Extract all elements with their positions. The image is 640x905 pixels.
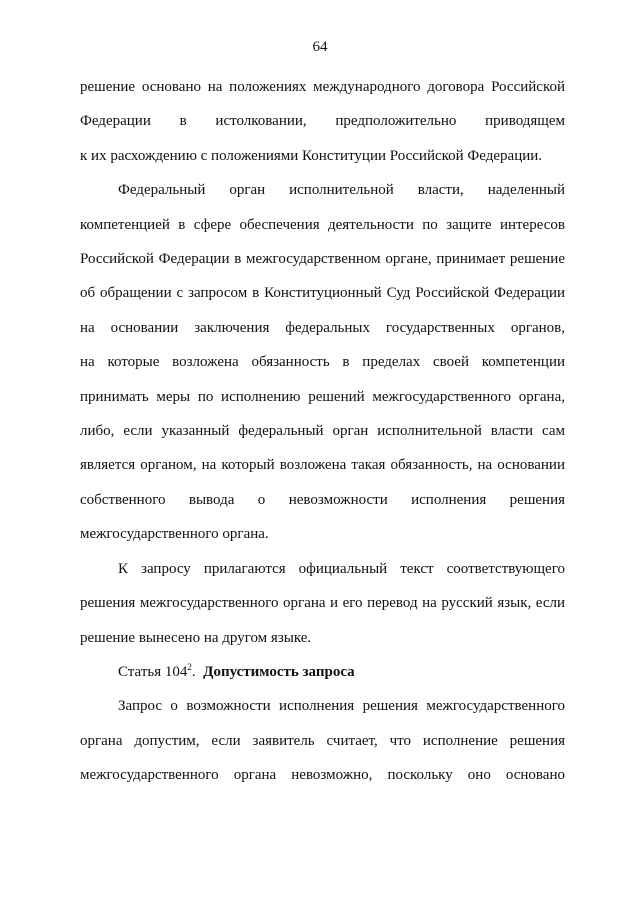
paragraph-federal-body [80,173,565,551]
text-line: об обращении с запросом в Конституционный Суд Российской Федерации [80,285,565,302]
article-title: Допустимость запроса [203,663,355,680]
text-line: органа допустим, если заявитель считает, что исполнение решения [80,732,565,749]
text-line: Российской Федерации в межгосударственном органе, принимает решение [80,251,565,268]
text-line: Федерации в истолковании, предположительно приводящем [80,113,565,130]
text-line: межгосударственного органа. [80,526,269,543]
text-line: к их расхождению с положениями Конституции Российской Федерации. [80,147,543,164]
text-line: собственного вывода о невозможности исполнения решения [80,491,565,508]
article-superscript: 2 [187,661,192,672]
text-line: является органом, на который возложена такая обязанность, на основании [80,457,565,474]
text-line: принимать меры по исполнению решений межгосударственного органа, [80,388,565,405]
text-line: решения межгосударственного органа и его перевод на русский язык, если [80,595,565,612]
text-line: решение вынесено на другом языке. [80,629,312,646]
text-line: решение основано на положениях международного договора Российской [80,79,565,95]
paragraph-request-attachments [80,552,565,655]
text-line: на основании заключения федеральных государственных органов, [80,319,565,336]
article-number: Статья 104 [118,663,188,680]
page-number: 64 [312,39,328,55]
paragraph-continuation [80,70,565,173]
article-heading [80,655,565,689]
text-line: компетенцией в сфере обеспечения деятельности по защите интересов [80,216,565,233]
text-line: межгосударственного органа невозможно, поскольку оно основано [80,767,565,784]
text-line: Федеральный орган исполнительной власти, наделенный [118,182,565,199]
document-body [80,70,565,793]
text-line: либо, если указанный федеральный орган исполнительной власти сам [80,423,565,440]
text-line: К запросу прилагаются официальный текст соответствующего [118,560,565,577]
text-line: Запрос о возможности исполнения решения межгосударственного [118,698,565,715]
paragraph-admissibility [80,689,565,792]
article-separator: . [191,663,196,680]
text-line: на которые возложена обязанность в пределах своей компетенции [80,354,565,371]
